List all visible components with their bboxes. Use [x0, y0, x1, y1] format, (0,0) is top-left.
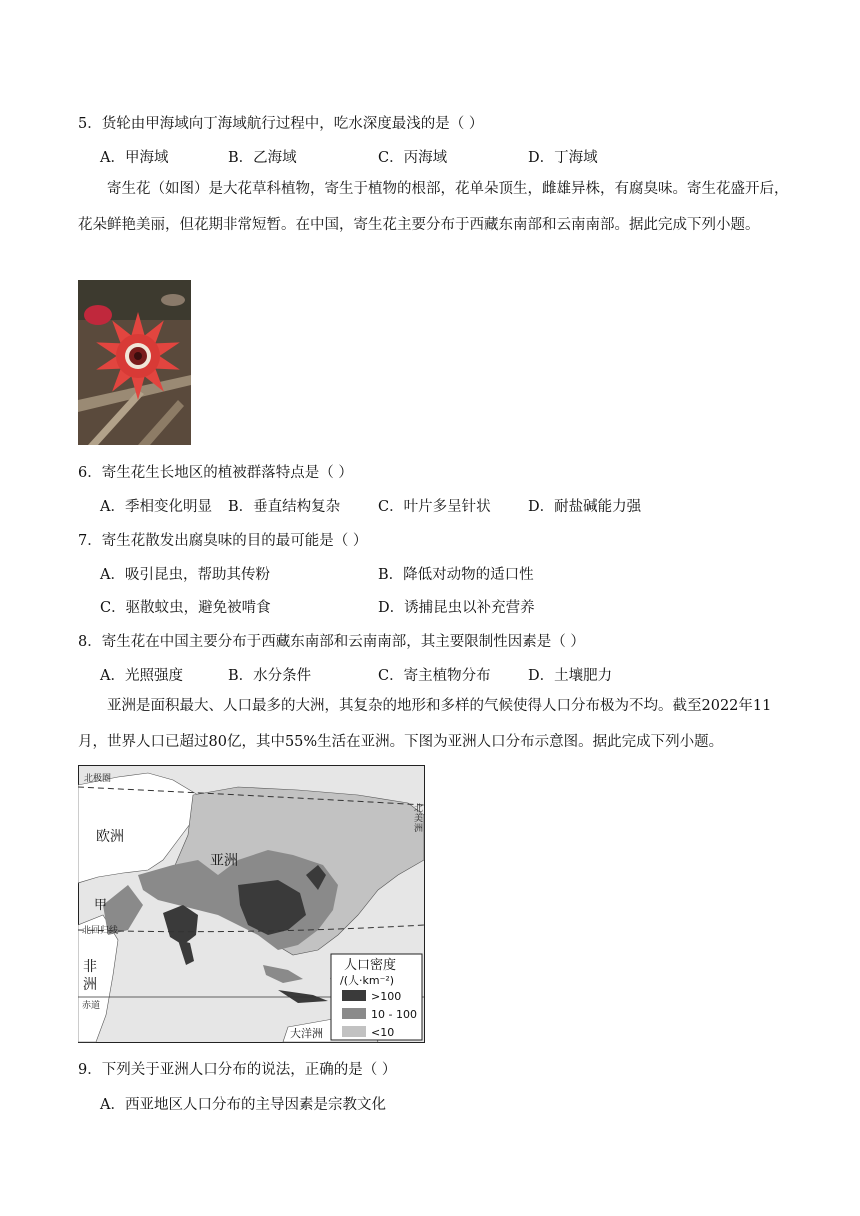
map-label-na-2: 美: [414, 814, 424, 824]
question-5-option-b: B．乙海域: [228, 150, 297, 166]
map-label-africa-2: 洲: [83, 977, 97, 993]
legend-label-mid: 10 - 100: [371, 1008, 417, 1021]
legend-unit: /(人·km⁻²): [340, 974, 395, 987]
legend-swatch-mid: [342, 1008, 366, 1019]
question-7-option-d: D．诱捕昆虫以补充营养: [378, 600, 535, 616]
map-label-africa-1: 非: [83, 959, 97, 975]
question-5-option-a: A．甲海域: [100, 150, 169, 166]
question-5-stem: 5．货轮由甲海域向丁海域航行过程中，吃水深度最浅的是（ ）: [78, 116, 484, 132]
question-9-stem: 9．下列关于亚洲人口分布的说法，正确的是（ ）: [78, 1062, 397, 1078]
question-6-option-a: A．季相变化明显: [100, 499, 212, 515]
map-label-europe: 欧洲: [96, 829, 124, 845]
map-label-na-1: 北: [414, 804, 424, 814]
question-8-stem: 8．寄生花在中国主要分布于西藏东南部和云南南部，其主要限制性因素是（ ）: [78, 634, 585, 650]
legend-swatch-high: [342, 990, 366, 1001]
question-9-option-a: A．西亚地区人口分布的主导因素是宗教文化: [100, 1097, 386, 1113]
question-8-option-a: A．光照强度: [100, 668, 183, 684]
legend-label-low: <10: [371, 1026, 395, 1039]
map-label-tropic: 北回归线: [82, 926, 119, 936]
map-label-jia: 甲: [94, 898, 108, 913]
map-label-arctic: 北极圈: [84, 774, 112, 784]
question-7-option-c: C．驱散蚊虫，避免被啃食: [100, 600, 271, 616]
map-legend: [331, 954, 422, 1040]
question-8-option-b: B．水分条件: [228, 668, 312, 684]
legend-label-high: >100: [371, 990, 402, 1003]
passage-asia-population: 亚洲是面积最大、人口最多的大洲，其复杂的地形和多样的气候使得人口分布极为不均。截至2022年11月，世界人口已超过80亿，其中55%生活在亚洲。下图为亚洲人口分布示意图。据此完成下列小题。: [78, 698, 772, 750]
parasitic-flower-photo: [78, 280, 191, 445]
question-6-option-b: B．垂直结构复杂: [228, 499, 341, 515]
passage-parasitic-flower: 寄生花（如图）是大花草科植物，寄生于植物的根部，花单朵顶生，雌雄异株，有腐臭味。寄生花盛开后，花朵鲜艳美丽，但花期非常短暂。在中国，寄生花主要分布于西藏东南部和云南南部。据此完成下列小题。: [78, 181, 789, 233]
map-label-equator: 赤道: [82, 1001, 101, 1011]
question-6-option-d: D．耐盐碱能力强: [528, 499, 642, 515]
question-8-option-c: C．寄主植物分布: [378, 668, 491, 684]
legend-swatch-low: [342, 1026, 366, 1037]
question-5-option-d: D．丁海域: [528, 150, 598, 166]
asia-population-map: [78, 765, 425, 1043]
question-5-option-c: C．丙海域: [378, 150, 448, 166]
question-6-stem: 6．寄生花生长地区的植被群落特点是（ ）: [78, 465, 353, 481]
question-7-stem: 7．寄生花散发出腐臭味的目的最可能是（ ）: [78, 533, 368, 549]
map-label-asia: 亚洲: [210, 853, 238, 869]
map-label-oceania: 大洋洲: [290, 1027, 323, 1040]
question-7-option-a: A．吸引昆虫，帮助其传粉: [100, 567, 270, 583]
legend-title: 人口密度: [344, 958, 397, 973]
question-7-option-b: B．降低对动物的适口性: [378, 567, 534, 583]
question-8-option-d: D．土壤肥力: [528, 668, 613, 684]
question-6-option-c: C．叶片多呈针状: [378, 499, 491, 515]
map-label-na-3: 洲: [414, 824, 424, 834]
